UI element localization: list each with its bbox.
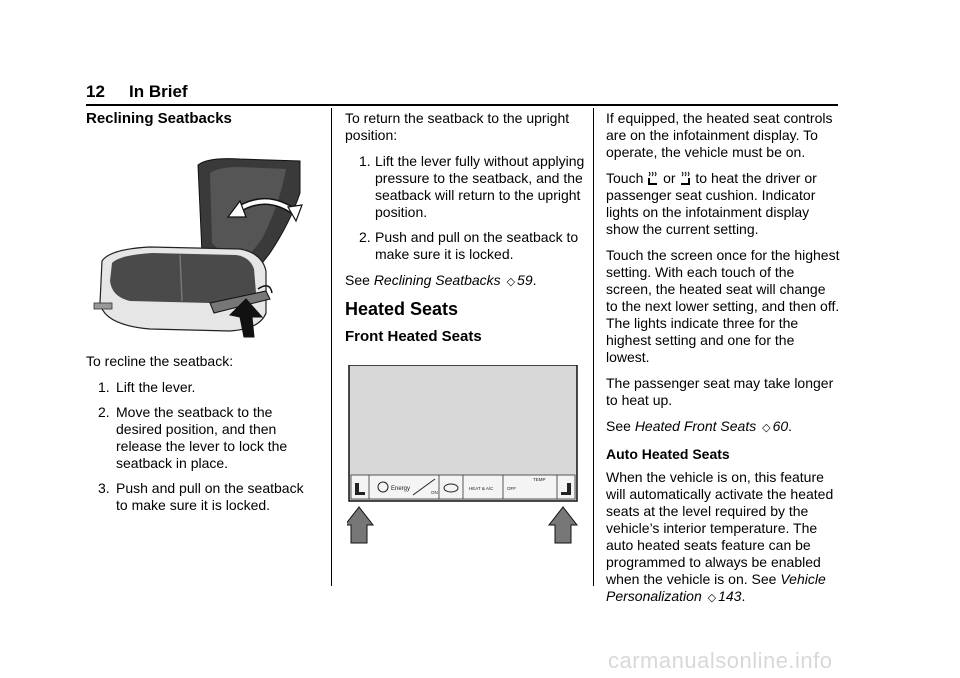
svg-text:ON: ON: [431, 490, 438, 495]
passenger-heated-seat-icon: [679, 171, 691, 186]
upright-intro: To return the seatback to the upright position:: [345, 110, 570, 143]
list-item: 2. Push and pull on the seatback to make sure it is locked.: [359, 229, 579, 262]
recline-steps: [86, 379, 316, 514]
heated-intro: If equipped, the heated seat controls are on the infotainment display. To operate, the vehicle must be on.: [606, 110, 833, 160]
column-3: [606, 110, 840, 616]
passenger-note: The passenger seat may take longer to heat up.: [606, 375, 834, 408]
svg-text:Energy: Energy: [391, 486, 411, 492]
column-1: [86, 110, 316, 523]
front-heated-seats-heading: Front Heated Seats: [345, 328, 482, 345]
page-ref-icon: ◇: [506, 276, 516, 288]
page-header: [86, 82, 838, 106]
see-reference: See Reclining Seatbacks ◇ 59.: [345, 272, 537, 288]
upright-steps: [345, 153, 585, 263]
recline-intro: To recline the seatback:: [86, 353, 234, 369]
column-divider-left: [331, 108, 332, 586]
seat-recline-illustration: [90, 153, 304, 339]
svg-text:OFF: OFF: [507, 486, 516, 491]
driver-heated-seat-icon: [647, 171, 659, 186]
list-item: 1. Lift the lever.: [98, 379, 196, 395]
touch-levels-text: Touch the screen once for the highest setting. With each touch of the screen, the heated seat will change to the next lower setting, and then off. The lights indicate three for the highest setting and one for the lowest.: [606, 247, 840, 365]
page-ref-icon: ◇: [707, 592, 717, 604]
column-divider-right: [593, 108, 594, 586]
watermark: carmanualsonline.info: [608, 648, 833, 673]
list-item: 2. Move the seatback to the desired position, and then release the lever to lock the seatback in place.: [98, 404, 288, 471]
heated-seats-heading: Heated Seats: [345, 299, 459, 319]
list-item: 1. Lift the lever fully without applying pressure to the seatback, and the seatback will return to the upright position.: [359, 153, 585, 220]
list-item: 3. Push and pull on the seatback to make sure it is locked.: [98, 480, 304, 513]
svg-text:TEMP: TEMP: [533, 477, 546, 482]
page-number: 12: [86, 82, 105, 101]
column-2: [345, 110, 585, 547]
svg-text:HEAT & A/C: HEAT & A/C: [469, 486, 494, 491]
reference-link[interactable]: Reclining Seatbacks: [373, 272, 501, 288]
page-ref-number[interactable]: 59: [517, 272, 533, 288]
section-title: In Brief: [129, 82, 188, 101]
page-ref-number[interactable]: 60: [772, 418, 789, 434]
reference-link[interactable]: Vehicle Personalization: [606, 571, 826, 604]
page-ref-icon: ◇: [762, 422, 771, 434]
infotainment-screen-illustration: [347, 365, 579, 547]
auto-heated-seats-heading: Auto Heated Seats: [606, 446, 730, 462]
auto-heated-text: When the vehicle is on, this feature will automatically activate the heated seats at the level required by the vehicle’s interior temperature. The auto heated seats feature can be programmed to always be enabled when the vehicle is on. See Vehicle Personalization ◇ 143.: [606, 469, 834, 604]
see-reference: See Heated Front Seats ◇ 60.: [606, 418, 793, 434]
reclining-seatbacks-heading: Reclining Seatbacks: [86, 110, 232, 127]
touch-instruction: Touch or to heat the driver or passenger seat cushion. Indicator lights on the infotainment display show the current setting.: [606, 170, 817, 237]
page-ref-number[interactable]: 143: [718, 588, 742, 604]
reference-link[interactable]: Heated Front Seats: [634, 418, 757, 434]
